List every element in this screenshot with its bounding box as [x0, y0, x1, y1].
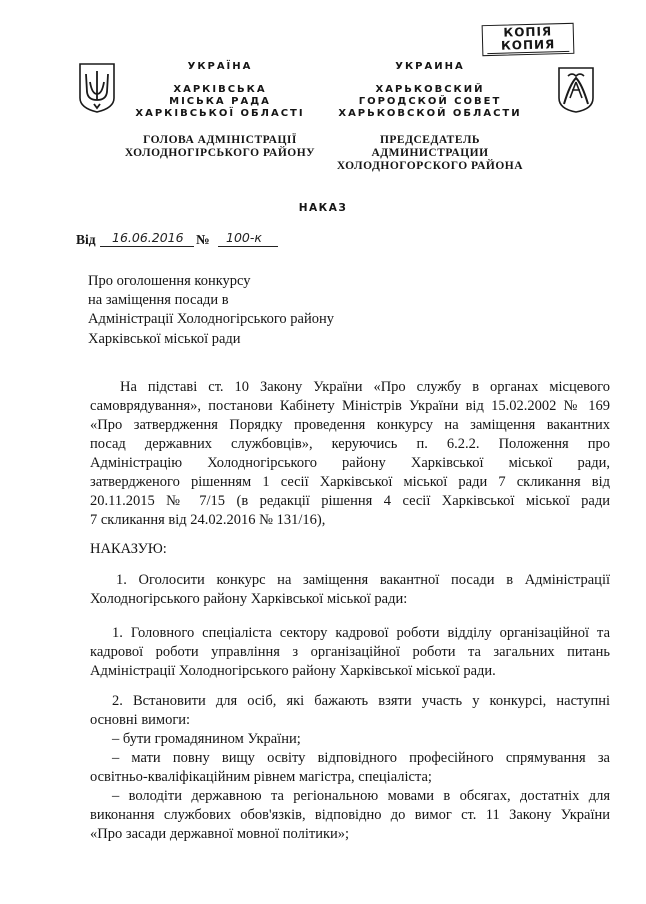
office-line-2: ХОЛОДНОГОРСКОГО РАЙОНА: [336, 160, 524, 172]
item-1-line: 1. Оголосити конкурс на заміщення вакантної посади в Адміністрації: [116, 572, 610, 588]
preamble-line: посад державних службовців», керуючись п. 6.2.2. Положення про: [90, 436, 610, 452]
subject-line: Адміністрації Холодногірського району: [88, 311, 334, 328]
order-word: НАКАЗУЮ:: [90, 541, 167, 557]
requirement-line: – мати повну вищу освіту відповідного професійного спрямування за: [112, 750, 610, 766]
item-1-line: Холодногірського району Харківської міської ради:: [90, 591, 408, 607]
requirement-line: освітньо-кваліфікаційним рівнем магістра, спеціаліста;: [90, 769, 432, 785]
subject-line: на заміщення посади в: [88, 292, 229, 309]
header-right-block: [330, 61, 530, 173]
council-line-3: ХАРЬКОВСКОЙ ОБЛАСТИ: [338, 108, 522, 119]
preamble-line: самоврядування», постанови Кабінету Міністрів України від 15.02.2002 № 169: [90, 398, 610, 414]
council-line-3: ХАРКІВСЬКОЇ ОБЛАСТІ: [135, 108, 305, 119]
item-1-1-line: кадрової роботи управління з організаційної роботи та загальних питань: [90, 644, 610, 660]
office-line-2: ХОЛОДНОГІРСЬКОГО РАЙОНУ: [124, 147, 316, 159]
office-line-1: ГОЛОВА АДМІНІСТРАЦІЇ: [143, 134, 297, 146]
preamble-line: «Про затвердження Порядку проведення конкурсу на заміщення вакантних: [90, 417, 610, 433]
stamp-line-ukrainian: КОПІЯ: [503, 24, 553, 40]
stamp-line-russian: КОПИЯ: [487, 38, 569, 54]
office-line-1: ПРЕДСЕДАТЕЛЬ АДМИНИСТРАЦИИ: [371, 134, 489, 159]
header-left-block: [120, 61, 320, 160]
preamble-line: 7 скликання від 24.02.2016 № 131/16),: [90, 512, 326, 528]
subject-line: Про оголошення конкурсу: [88, 273, 251, 289]
document-title: НАКАЗ: [298, 202, 348, 214]
item-1-1-line: Адміністрації Холодногірського району Харківської міської ради.: [90, 663, 496, 679]
handwritten-date: 16.06.2016: [112, 230, 184, 245]
item-1-1-line: 1. Головного спеціаліста сектору кадрової роботи відділу організаційної та: [112, 625, 610, 641]
trident-coat-of-arms-icon: [78, 62, 116, 114]
preamble-line: затвердженого рішенням 1 сесії Харківської міської ради 7 скликання від: [90, 474, 610, 490]
council-line-2: МІСЬКА РАДА: [169, 96, 271, 107]
requirement-line: виконання службових обов'язків, відповідно до вимог ст. 11 Закону України: [90, 807, 610, 823]
kharkiv-coat-of-arms-icon: [556, 64, 596, 114]
requirement-line: «Про засади державної мовної політики»;: [90, 826, 350, 842]
country-name-ua: УКРАЇНА: [187, 61, 253, 72]
item-2-line: 2. Встановити для осіб, які бажають взяти участь у конкурсі, наступні: [112, 693, 610, 709]
preamble-line: На підставі ст. 10 Закону України «Про службу в органах місцевого: [120, 379, 610, 395]
number-label: №: [196, 232, 210, 247]
date-label: Від: [76, 232, 96, 247]
requirement-line: – володіти державною та регіональною мовами в обсягах, достатніх для: [112, 788, 610, 804]
preamble-line: Адміністрацію Холодногірського району Харківської міської ради,: [90, 455, 610, 471]
country-name-ru: УКРАИНА: [395, 61, 465, 72]
council-line-1: ХАРКІВСЬКА: [173, 84, 267, 95]
preamble-line: 20.11.2015 № 7/15 (в редакції рішення 4 сесії Харківської міської ради: [90, 493, 610, 509]
council-line-1: ХАРЬКОВСКИЙ: [375, 84, 485, 95]
order-subject: [88, 272, 334, 349]
requirement-line: – бути громадянином України;: [112, 731, 301, 747]
copy-stamp: [482, 23, 575, 56]
council-line-2: ГОРОДСКОЙ СОВЕТ: [358, 96, 502, 107]
subject-line: Харківської міської ради: [88, 330, 241, 347]
item-2-line: основні вимоги:: [90, 712, 191, 728]
handwritten-number: 100-к: [226, 230, 262, 245]
